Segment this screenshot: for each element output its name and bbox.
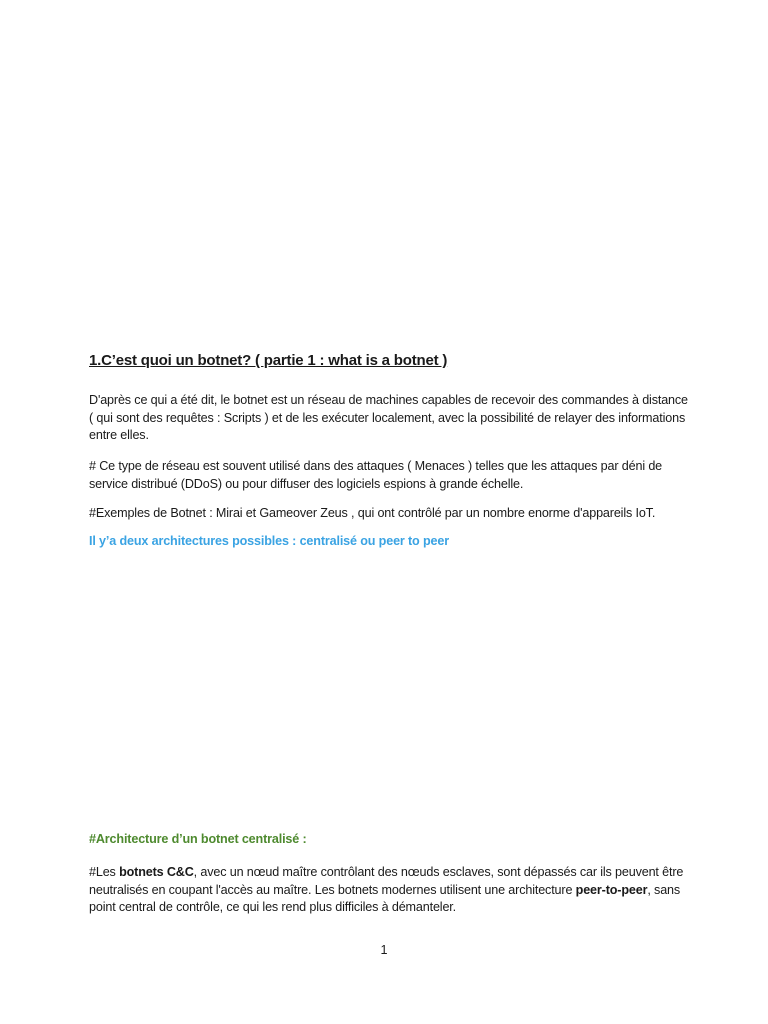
- bold-term-peer-to-peer: peer-to-peer: [575, 882, 648, 897]
- page-number: 1: [380, 943, 388, 957]
- paragraph-examples: #Exemples de Botnet : Mirai et Gameover Zeus , qui ont contrôlé par un nombre enorme d'appareils IoT.: [89, 506, 656, 520]
- bold-term-botnets-cc: botnets C&C: [119, 865, 194, 879]
- section-title: 1.C’est quoi un botnet? ( partie 1 : what is a botnet ): [89, 352, 448, 369]
- paragraph-usage: # Ce type de réseau est souvent utilisé dans des attaques ( Menaces ) telles que les attaques par déni de service distribué (DDoS) ou pour diffuser des logiciels espions à grande échelle.: [89, 459, 663, 491]
- paragraph-architectures: [89, 864, 689, 917]
- centralized-architecture-heading: #Architecture d’un botnet centralisé :: [89, 832, 307, 846]
- paragraph-definition: D'après ce qui a été dit, le botnet est un réseau de machines capables de recevoir des commandes à distance ( qui sont des requêtes : Scripts ) et de les exécuter localement, avec la possibilité de relayer des informations entre elles.: [89, 393, 688, 442]
- architectures-heading: Il y’a deux architectures possibles : centralisé ou peer to peer: [89, 534, 449, 548]
- paragraph-text: , avec un nœud maître contrôlant des nœuds esclaves, sont dépassés car ils peuvent être neutralisés en coupant l'accès au maître. Les botnets modernes utilisent une architecture: [89, 865, 684, 897]
- paragraph-text: , sans point central de contrôle, ce qui les rend plus difficiles à démanteler.: [89, 882, 681, 914]
- paragraph-text: #Les: [89, 865, 120, 879]
